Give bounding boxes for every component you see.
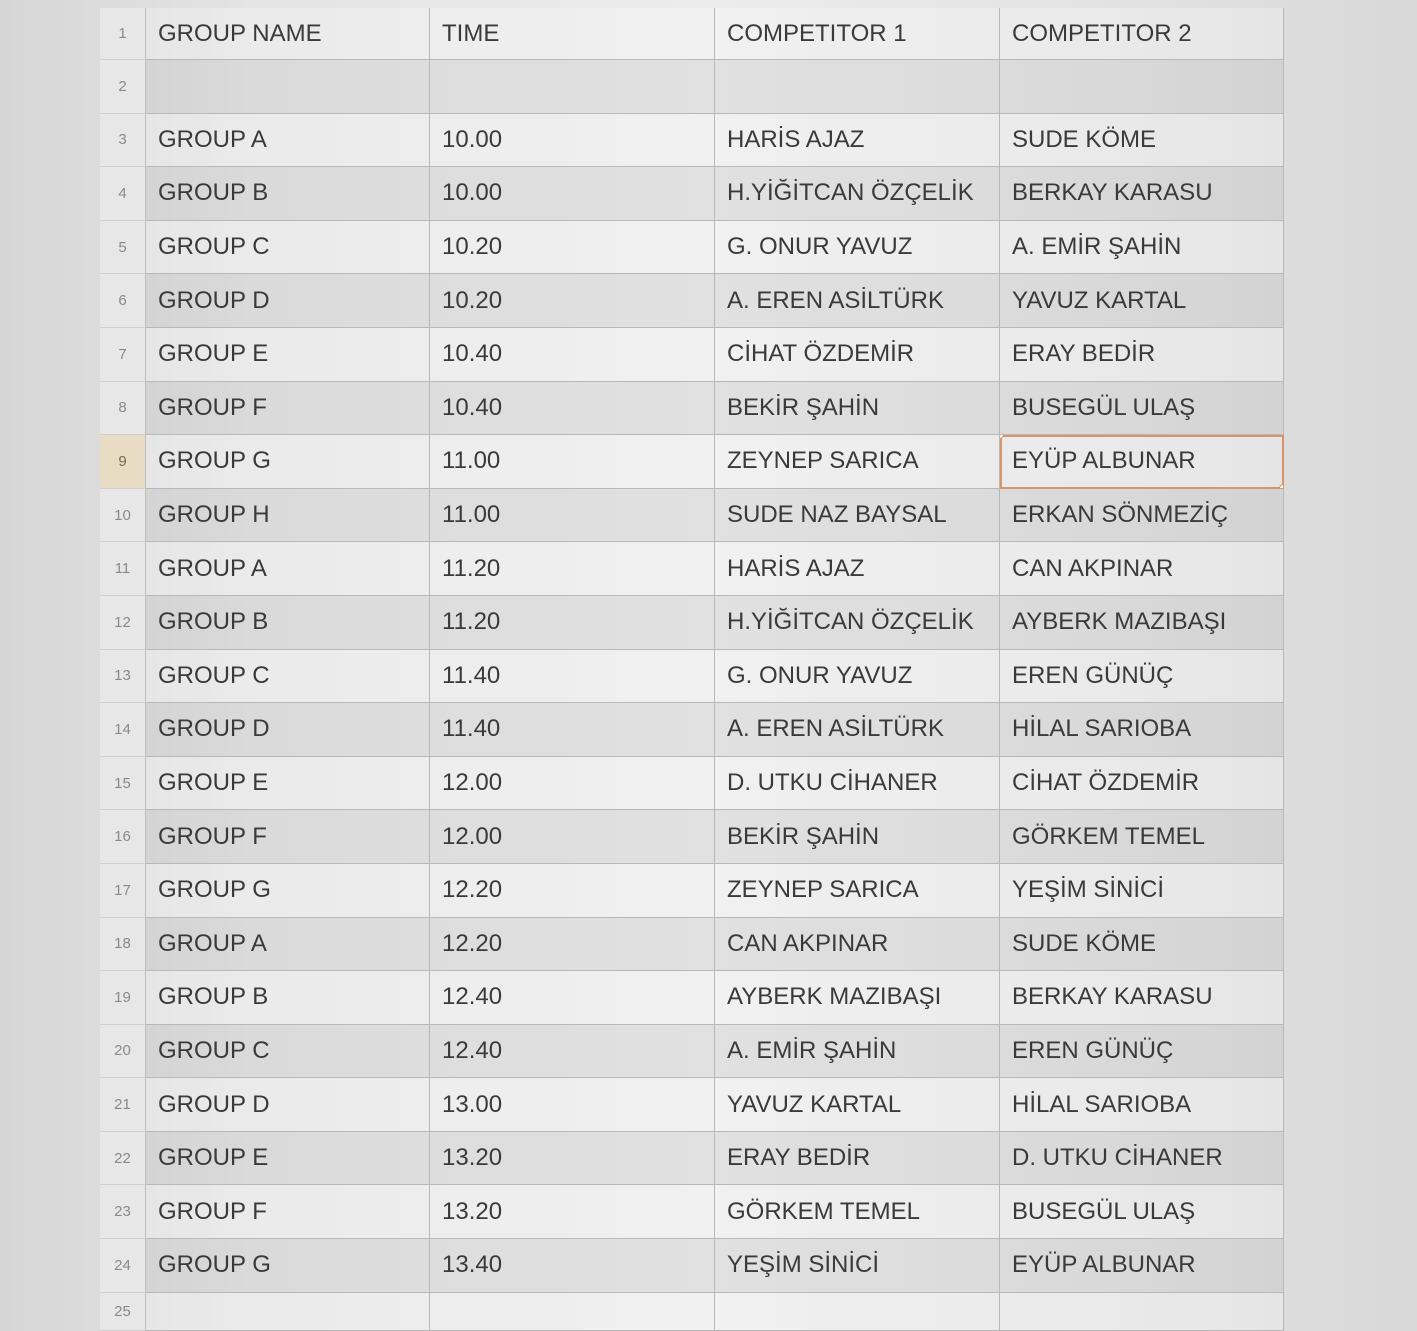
table-row [100, 1239, 1284, 1293]
spreadsheet-grid [100, 8, 1284, 1331]
cell-time[interactable]: 10.00 [430, 114, 715, 168]
cell-group-name[interactable]: GROUP E [146, 757, 430, 811]
cell-competitor-2[interactable]: CİHAT ÖZDEMİR [1000, 757, 1284, 811]
row-number[interactable]: 19 [100, 971, 146, 1025]
selection-handle[interactable] [1279, 484, 1284, 489]
cell-group-name[interactable]: GROUP F [146, 382, 430, 436]
cell-time[interactable] [430, 60, 715, 114]
row-number[interactable]: 10 [100, 489, 146, 543]
cell-competitor-2[interactable]: HİLAL SARIOBA [1000, 1078, 1284, 1132]
row-number[interactable]: 8 [100, 382, 146, 436]
row-number[interactable]: 13 [100, 650, 146, 704]
row-number[interactable]: 18 [100, 918, 146, 972]
cell-group-name[interactable]: GROUP C [146, 221, 430, 275]
table-row [100, 435, 1284, 489]
cell-competitor-1[interactable]: A. EMİR ŞAHİN [715, 1025, 1000, 1079]
table-row [100, 650, 1284, 704]
row-number[interactable]: 5 [100, 221, 146, 275]
cell-competitor-1[interactable]: YAVUZ KARTAL [715, 1078, 1000, 1132]
cell-group-name[interactable]: GROUP F [146, 1185, 430, 1239]
table-row [100, 596, 1284, 650]
row-number[interactable]: 3 [100, 114, 146, 168]
table-row [100, 221, 1284, 275]
table-row [100, 60, 1284, 114]
cell-time[interactable]: 10.40 [430, 328, 715, 382]
table-row [100, 703, 1284, 757]
cell-group-name[interactable]: GROUP B [146, 596, 430, 650]
header-cell-competitor-1[interactable]: COMPETITOR 1 [715, 8, 1000, 60]
cell-competitor-2[interactable]: SUDE KÖME [1000, 114, 1284, 168]
cell-competitor-2[interactable]: CAN AKPINAR [1000, 542, 1284, 596]
cell-group-name[interactable]: GROUP H [146, 489, 430, 543]
table-row [100, 489, 1284, 543]
table-row [100, 1185, 1284, 1239]
row-number[interactable]: 25 [100, 1293, 146, 1331]
table-row [100, 274, 1284, 328]
cell-competitor-2[interactable]: EREN GÜNÜÇ [1000, 1025, 1284, 1079]
table-row [100, 1078, 1284, 1132]
cell-group-name[interactable]: GROUP B [146, 167, 430, 221]
cell-time[interactable]: 11.00 [430, 435, 715, 489]
cell-competitor-2[interactable]: EYÜP ALBUNAR [1000, 1239, 1284, 1293]
cell-time[interactable]: 13.20 [430, 1185, 715, 1239]
table-row [100, 382, 1284, 436]
cell-time[interactable]: 13.20 [430, 1132, 715, 1186]
cell-competitor-2[interactable]: BERKAY KARASU [1000, 167, 1284, 221]
cell-competitor-1[interactable]: H.YİĞİTCAN ÖZÇELİK [715, 596, 1000, 650]
row-number[interactable]: 2 [100, 60, 146, 114]
table-row [100, 1025, 1284, 1079]
table-row [100, 167, 1284, 221]
selection-handle[interactable] [1000, 435, 1004, 439]
cell-competitor-1[interactable]: BEKİR ŞAHİN [715, 810, 1000, 864]
cell-time[interactable]: 12.00 [430, 810, 715, 864]
cell-time[interactable]: 10.20 [430, 274, 715, 328]
cell-group-name[interactable]: GROUP B [146, 971, 430, 1025]
cell-competitor-1[interactable]: HARİS AJAZ [715, 542, 1000, 596]
cell-competitor-2[interactable]: ERAY BEDİR [1000, 328, 1284, 382]
cell-competitor-2[interactable]: GÖRKEM TEMEL [1000, 810, 1284, 864]
cell-time[interactable]: 11.00 [430, 489, 715, 543]
header-cell-competitor-2[interactable]: COMPETITOR 2 [1000, 8, 1284, 60]
row-number[interactable]: 14 [100, 703, 146, 757]
selected-cell[interactable] [1000, 435, 1284, 489]
cell-competitor-1[interactable]: G. ONUR YAVUZ [715, 650, 1000, 704]
cell-competitor-1[interactable]: H.YİĞİTCAN ÖZÇELİK [715, 167, 1000, 221]
cell-competitor-1[interactable]: CİHAT ÖZDEMİR [715, 328, 1000, 382]
row-number[interactable]: 16 [100, 810, 146, 864]
table-row [100, 971, 1284, 1025]
cell-competitor-2[interactable]: BERKAY KARASU [1000, 971, 1284, 1025]
cell-competitor-1[interactable]: A. EREN ASİLTÜRK [715, 274, 1000, 328]
cell-competitor-1[interactable]: ZEYNEP SARICA [715, 864, 1000, 918]
row-number[interactable]: 4 [100, 167, 146, 221]
cell-time[interactable]: 13.00 [430, 1078, 715, 1132]
cell-competitor-2[interactable]: YEŞİM SİNİCİ [1000, 864, 1284, 918]
cell-time[interactable]: 11.20 [430, 542, 715, 596]
cell-group-name[interactable]: GROUP G [146, 1239, 430, 1293]
cell-group-name[interactable] [146, 1293, 430, 1331]
row-number[interactable]: 23 [100, 1185, 146, 1239]
cell-competitor-2[interactable]: A. EMİR ŞAHİN [1000, 221, 1284, 275]
table-row [100, 114, 1284, 168]
cell-time[interactable]: 11.40 [430, 650, 715, 704]
cell-competitor-2[interactable]: YAVUZ KARTAL [1000, 274, 1284, 328]
cell-competitor-2[interactable]: D. UTKU CİHANER [1000, 1132, 1284, 1186]
cell-competitor-1[interactable]: A. EREN ASİLTÜRK [715, 703, 1000, 757]
cell-time[interactable]: 11.20 [430, 596, 715, 650]
cell-competitor-1[interactable]: GÖRKEM TEMEL [715, 1185, 1000, 1239]
cell-time[interactable]: 12.40 [430, 1025, 715, 1079]
cell-competitor-2[interactable]: SUDE KÖME [1000, 918, 1284, 972]
cell-competitor-2[interactable] [1000, 1293, 1284, 1331]
cell-competitor-1[interactable] [715, 60, 1000, 114]
table-row [100, 810, 1284, 864]
cell-competitor-1[interactable]: AYBERK MAZIBAŞI [715, 971, 1000, 1025]
cell-group-name[interactable] [146, 60, 430, 114]
cell-group-name[interactable]: GROUP A [146, 114, 430, 168]
cell-competitor-2[interactable]: ERKAN SÖNMEZİÇ [1000, 489, 1284, 543]
cell-competitor-2[interactable]: HİLAL SARIOBA [1000, 703, 1284, 757]
row-number[interactable]: 15 [100, 757, 146, 811]
cell-time[interactable]: 10.40 [430, 382, 715, 436]
cell-time[interactable]: 13.40 [430, 1239, 715, 1293]
cell-competitor-1[interactable]: D. UTKU CİHANER [715, 757, 1000, 811]
cell-time[interactable]: 12.40 [430, 971, 715, 1025]
cell-competitor-2[interactable]: BUSEGÜL ULAŞ [1000, 382, 1284, 436]
cell-competitor-1[interactable]: HARİS AJAZ [715, 114, 1000, 168]
header-cell-group-name[interactable]: GROUP NAME [146, 8, 430, 60]
header-cell-time[interactable]: TIME [430, 8, 715, 60]
cell-time[interactable] [430, 1293, 715, 1331]
row-number[interactable]: 1 [100, 8, 146, 60]
cell-time[interactable]: 12.00 [430, 757, 715, 811]
table-row [100, 757, 1284, 811]
row-number[interactable]: 7 [100, 328, 146, 382]
table-row [100, 542, 1284, 596]
cell-group-name[interactable]: GROUP F [146, 810, 430, 864]
cell-group-name[interactable]: GROUP C [146, 1025, 430, 1079]
cell-group-name[interactable]: GROUP D [146, 274, 430, 328]
table-row [100, 918, 1284, 972]
cell-group-name[interactable]: GROUP A [146, 918, 430, 972]
cell-group-name[interactable]: GROUP E [146, 328, 430, 382]
row-number[interactable]: 6 [100, 274, 146, 328]
cell-time[interactable]: 10.20 [430, 221, 715, 275]
cell-competitor-2[interactable]: AYBERK MAZIBAŞI [1000, 596, 1284, 650]
cell-competitor-1[interactable]: ZEYNEP SARICA [715, 435, 1000, 489]
table-row [100, 328, 1284, 382]
cell-group-name[interactable]: GROUP E [146, 1132, 430, 1186]
cell-time[interactable]: 10.00 [430, 167, 715, 221]
cell-group-name[interactable]: GROUP C [146, 650, 430, 704]
cell-group-name[interactable]: GROUP D [146, 1078, 430, 1132]
row-number[interactable]: 17 [100, 864, 146, 918]
selected-cell-text: EYÜP ALBUNAR [1012, 447, 1196, 475]
header-row [100, 8, 1284, 60]
row-number[interactable]: 24 [100, 1239, 146, 1293]
cell-time[interactable]: 12.20 [430, 864, 715, 918]
row-number[interactable]: 22 [100, 1132, 146, 1186]
cell-competitor-1[interactable]: BEKİR ŞAHİN [715, 382, 1000, 436]
cell-competitor-2[interactable]: EREN GÜNÜÇ [1000, 650, 1284, 704]
cell-group-name[interactable]: GROUP A [146, 542, 430, 596]
row-number[interactable]: 11 [100, 542, 146, 596]
row-number[interactable]: 20 [100, 1025, 146, 1079]
table-row [100, 1293, 1284, 1331]
cell-competitor-1[interactable]: YEŞİM SİNİCİ [715, 1239, 1000, 1293]
row-number[interactable]: 9 [100, 435, 146, 489]
row-number[interactable]: 12 [100, 596, 146, 650]
cell-group-name[interactable]: GROUP G [146, 864, 430, 918]
cell-group-name[interactable]: GROUP G [146, 435, 430, 489]
table-row [100, 1132, 1284, 1186]
cell-competitor-1[interactable]: CAN AKPINAR [715, 918, 1000, 972]
cell-competitor-2[interactable] [1000, 60, 1284, 114]
cell-competitor-1[interactable]: ERAY BEDİR [715, 1132, 1000, 1186]
cell-competitor-1[interactable]: SUDE NAZ BAYSAL [715, 489, 1000, 543]
table-row [100, 864, 1284, 918]
cell-group-name[interactable]: GROUP D [146, 703, 430, 757]
cell-competitor-1[interactable]: G. ONUR YAVUZ [715, 221, 1000, 275]
cell-competitor-1[interactable] [715, 1293, 1000, 1331]
cell-time[interactable]: 12.20 [430, 918, 715, 972]
row-number[interactable]: 21 [100, 1078, 146, 1132]
cell-competitor-2[interactable]: BUSEGÜL ULAŞ [1000, 1185, 1284, 1239]
cell-time[interactable]: 11.40 [430, 703, 715, 757]
